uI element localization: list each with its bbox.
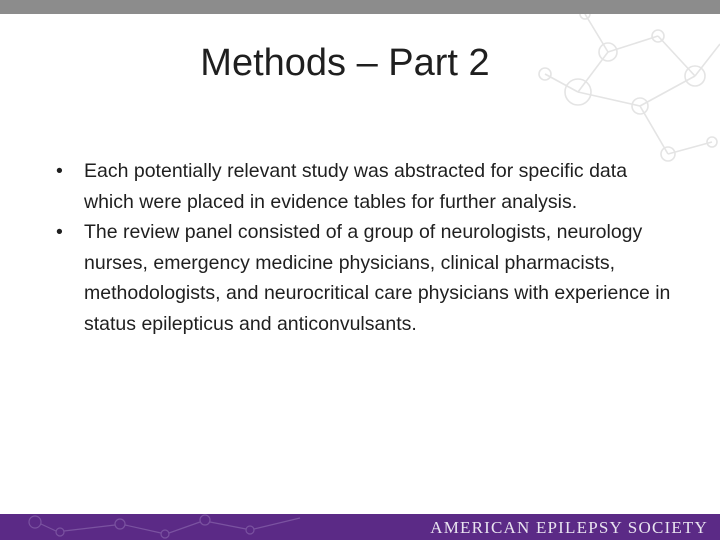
footer-bar xyxy=(0,514,720,540)
slide-title: Methods – Part 2 xyxy=(200,42,490,84)
bullet-text: The review panel consisted of a group of neurologists, neurology nurses, emergency medicine physicians, clinical pharmacists, methodologists, and neurocritical care physicians with experience in status epilepticus and anticonvulsants. xyxy=(84,221,671,335)
molecule-decoration xyxy=(490,14,720,174)
bullet-item xyxy=(56,217,676,339)
bullet-icon: • xyxy=(56,160,63,182)
footer-molecule-decoration xyxy=(0,514,330,540)
organization-name: AMERICAN EPILEPSY SOCIETY xyxy=(430,518,708,537)
top-bar xyxy=(0,0,720,14)
bullet-text: Each potentially relevant study was abstracted for specific data which were placed in evidence tables for further analysis. xyxy=(84,160,628,213)
bullet-icon: • xyxy=(56,221,63,243)
slide-body xyxy=(56,156,676,339)
bullet-list xyxy=(56,156,676,339)
bullet-item xyxy=(56,156,676,217)
